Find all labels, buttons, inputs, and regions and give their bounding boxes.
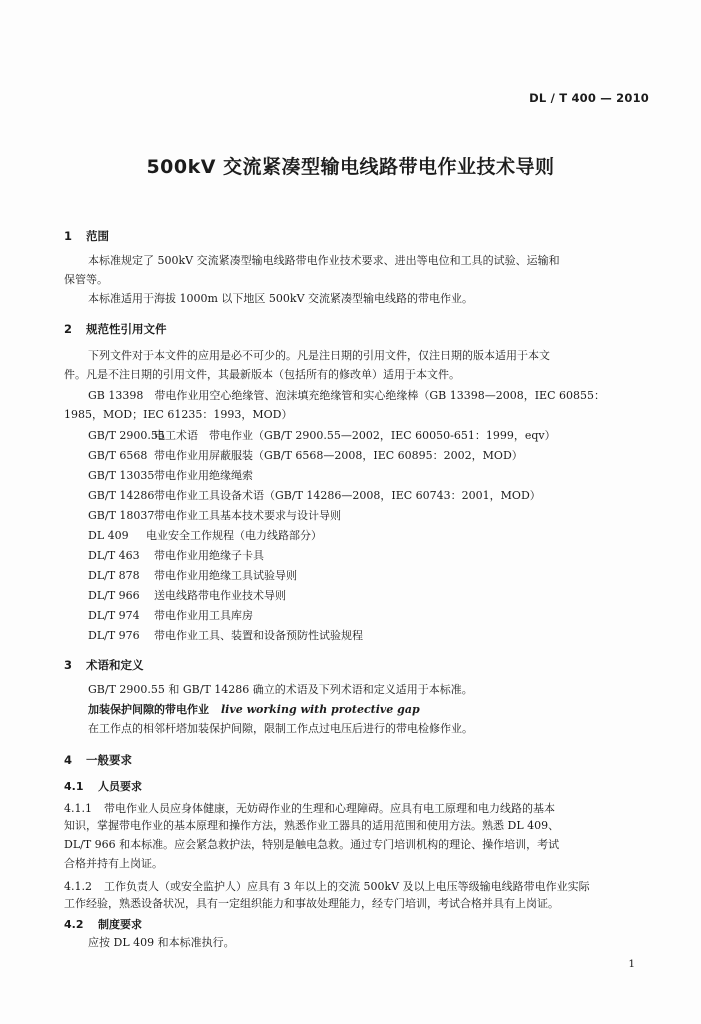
standard-number: DL / T 400 — 2010 bbox=[529, 91, 649, 105]
term-heading: 加装保护间隙的带电作业 live working with protective gap bbox=[88, 703, 420, 716]
clause-4-1-1-cont: 知识，掌握带电作业的基本原理和操作方法，熟悉作业工器具的适用范围和使用方法。熟悉 DL 409、 bbox=[64, 819, 560, 832]
ref-item: DL/T 974 带电作业用工具库房 bbox=[88, 609, 253, 622]
section-2-para-1: 下列文件对于本文件的应用是必不可少的。凡是注日期的引用文件，仅注日期的版本适用于本文 bbox=[88, 349, 550, 362]
ref-item: DL/T 878 带电作业用绝缘工具试验导则 bbox=[88, 569, 297, 582]
ref-item: GB/T 13035带电作业用绝缘绳索 bbox=[88, 469, 253, 482]
section-4-2-heading: 4.2 制度要求 bbox=[64, 918, 142, 931]
ref-item: DL/T 463 带电作业用绝缘子卡具 bbox=[88, 549, 264, 562]
term-definition: 在工作点的相邻杆塔加装保护间隙，限制工作点过电压后进行的带电检修作业。 bbox=[88, 722, 473, 735]
ref-item: GB/T 18037带电作业工具基本技术要求与设计导则 bbox=[88, 509, 341, 522]
ref-item: DL/T 976 带电作业工具、装置和设备预防性试验规程 bbox=[88, 629, 363, 642]
page-number: 1 bbox=[628, 958, 635, 970]
section-4-heading: 4 一般要求 bbox=[64, 753, 132, 767]
section-4-1-heading: 4.1 人员要求 bbox=[64, 780, 142, 793]
clause-4-1-1-cont: DL/T 966 和本标准。应会紧急救护法，特别是触电急救。通过专门培训机构的理论、操作培训，考试 bbox=[64, 838, 560, 851]
section-2-para-1-cont: 件。凡是不注日期的引用文件，其最新版本（包括所有的修改单）适用于本文件。 bbox=[64, 368, 460, 381]
ref-item: GB/T 2900.55电工术语 带电作业（GB/T 2900.55—2002，IEC 60050-651：1999，eqv） bbox=[88, 429, 556, 442]
ref-item: DL/T 966 送电线路带电作业技术导则 bbox=[88, 589, 286, 602]
clause-4-1-1-cont: 合格并持有上岗证。 bbox=[64, 857, 163, 870]
ref-item: DL 409 电业安全工作规程（电力线路部分） bbox=[88, 529, 322, 542]
section-3-para-1: GB/T 2900.55 和 GB/T 14286 确立的术语及下列术语和定义适用于本标准。 bbox=[88, 683, 473, 696]
ref-gb13398-cont: 1985，MOD；IEC 61235：1993，MOD） bbox=[64, 408, 293, 421]
clause-4-1-1: 4.1.1 带电作业人员应身体健康，无妨碍作业的生理和心理障碍。应具有电工原理和电力线路的基本 bbox=[64, 802, 555, 815]
section-1-heading: 1 范围 bbox=[64, 229, 109, 243]
section-1-para-2: 本标准适用于海拔 1000m 以下地区 500kV 交流紧凑型输电线路的带电作业。 bbox=[88, 292, 474, 305]
section-4-2-para: 应按 DL 409 和本标准执行。 bbox=[88, 936, 235, 949]
ref-item: GB/T 6568 带电作业用屏蔽服装（GB/T 6568—2008，IEC 60895：2002，MOD） bbox=[88, 449, 523, 462]
section-1-para-1-cont: 保管等。 bbox=[64, 273, 108, 286]
section-3-heading: 3 术语和定义 bbox=[64, 658, 144, 672]
clause-4-1-2: 4.1.2 工作负责人（或安全监护人）应具有 3 年以上的交流 500kV 及以上电压等级输电线路带电作业实际 bbox=[64, 880, 590, 893]
document-title: 500kV 交流紧凑型输电线路带电作业技术导则 bbox=[146, 156, 555, 178]
ref-item: GB/T 14286带电作业工具设备术语（GB/T 14286—2008，IEC 60743：2001，MOD） bbox=[88, 489, 541, 502]
clause-4-1-2-cont: 工作经验，熟悉设备状况，具有一定组织能力和事故处理能力，经专门培训，考试合格并具有上岗证。 bbox=[64, 897, 559, 910]
section-1-para-1: 本标准规定了 500kV 交流紧凑型输电线路带电作业技术要求、进出等电位和工具的试验、运输和 bbox=[88, 254, 560, 267]
section-2-heading: 2 规范性引用文件 bbox=[64, 322, 167, 336]
ref-gb13398: GB 13398 带电作业用空心绝缘管、泡沫填充绝缘管和实心绝缘棒（GB 13398—2008，IEC 60855： bbox=[88, 389, 605, 402]
